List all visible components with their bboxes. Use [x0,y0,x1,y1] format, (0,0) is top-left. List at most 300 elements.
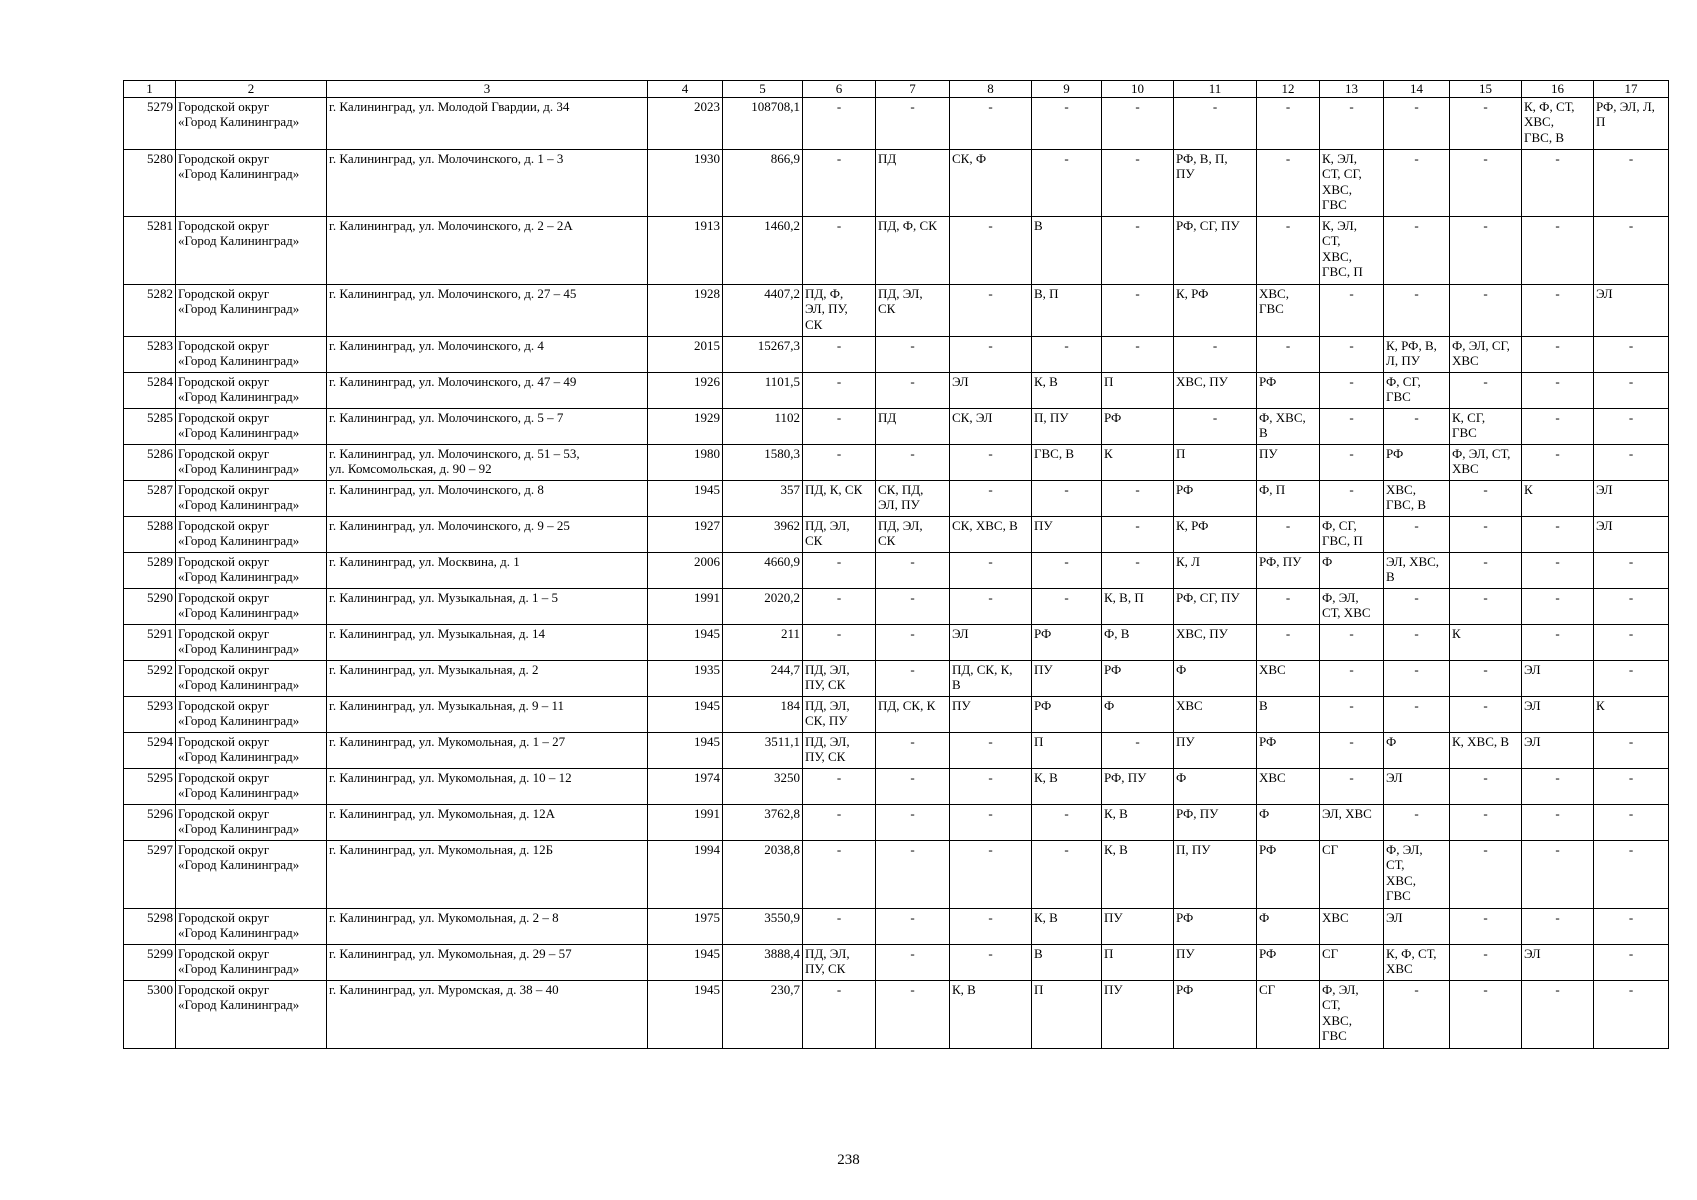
table-cell: - [1174,97,1257,149]
table-cell: г. Калининград, ул. Молочинского, д. 9 – 25 [327,516,648,552]
table-cell: К [1594,696,1669,732]
table-cell: - [1257,624,1320,660]
table-cell: - [1522,840,1594,908]
table-cell: - [950,732,1032,768]
table-cell: К, В [1032,372,1102,408]
table-cell: - [1320,336,1384,372]
table-cell: - [1320,408,1384,444]
column-header: 4 [648,81,723,98]
table-cell: 1928 [648,284,723,336]
table-cell: ХВС [1257,660,1320,696]
table-cell: - [1450,516,1522,552]
column-header: 17 [1594,81,1669,98]
table-cell: - [1384,660,1450,696]
table-cell: 4660,9 [723,552,803,588]
table-cell: - [1257,588,1320,624]
table-cell: Ф, В [1102,624,1174,660]
table-row [124,372,1669,408]
table-cell: К, РФ [1174,284,1257,336]
table-cell: 1930 [648,149,723,216]
table-cell: Городской округ «Город Калининград» [176,732,327,768]
table-cell: - [1320,768,1384,804]
table-row [124,804,1669,840]
table-cell: 5285 [124,408,176,444]
table-cell: 2023 [648,97,723,149]
column-header: 10 [1102,81,1174,98]
table-cell: - [1594,660,1669,696]
table-cell: 1974 [648,768,723,804]
table-cell: 5293 [124,696,176,732]
table-cell: г. Калининград, ул. Москвина, д. 1 [327,552,648,588]
table-cell: Городской округ «Город Калининград» [176,284,327,336]
table-cell: 244,7 [723,660,803,696]
table-cell: П [1102,372,1174,408]
table-cell: РФ, В, П, ПУ [1174,149,1257,216]
table-cell: - [1102,336,1174,372]
table-cell: - [1522,516,1594,552]
table-cell: - [876,660,950,696]
table-cell: - [1594,372,1669,408]
table-cell: РФ, СГ, ПУ [1174,216,1257,284]
table-cell: - [1384,624,1450,660]
table-cell: Городской округ «Город Калининград» [176,840,327,908]
table-cell: - [1522,372,1594,408]
table-cell: СГ [1257,980,1320,1048]
table-cell: К, ЭЛ, СТ, СГ, ХВС, ГВС [1320,149,1384,216]
table-cell: - [1522,216,1594,284]
table-cell: 3250 [723,768,803,804]
table-cell: РФ [1174,908,1257,944]
table-cell: - [1522,768,1594,804]
table-cell: - [1384,804,1450,840]
table-cell: - [1450,696,1522,732]
table-cell: - [1102,480,1174,516]
table-cell: 5298 [124,908,176,944]
table-cell: г. Калининград, ул. Музыкальная, д. 9 – 11 [327,696,648,732]
table-cell: - [1594,216,1669,284]
table-cell: - [950,804,1032,840]
table-cell: г. Калининград, ул. Молочинского, д. 8 [327,480,648,516]
table-cell: Ф, СГ, ГВС [1384,372,1450,408]
table-cell: Ф [1102,696,1174,732]
table-cell: Ф, ЭЛ, СТ, ХВС, ГВС [1384,840,1450,908]
table-cell: ЭЛ [1522,660,1594,696]
table-cell: - [1450,284,1522,336]
table-cell: ХВС [1174,696,1257,732]
table-cell: - [803,588,876,624]
table-row [124,732,1669,768]
table-cell: г. Калининград, ул. Молочинского, д. 47 – 49 [327,372,648,408]
table-cell: - [803,980,876,1048]
table-cell: П [1032,732,1102,768]
table-row [124,660,1669,696]
table-cell: - [950,552,1032,588]
table-cell: Городской округ «Город Калининград» [176,552,327,588]
table-cell: К, РФ, В, Л, ПУ [1384,336,1450,372]
table-cell: Ф [1257,908,1320,944]
table-cell: РФ [1257,732,1320,768]
table-cell: ПД, ЭЛ, ПУ, СК [803,944,876,980]
table-cell: ПД, ЭЛ, ПУ, СК [803,660,876,696]
table-cell: - [1032,588,1102,624]
table-cell: РФ, ПУ [1102,768,1174,804]
table-cell: К, В [1102,804,1174,840]
table-cell: 4407,2 [723,284,803,336]
table-cell: 3511,1 [723,732,803,768]
table-cell: - [1522,588,1594,624]
table-cell: ПД, ЭЛ, СК [876,516,950,552]
table-cell: 5280 [124,149,176,216]
table-cell: - [1032,149,1102,216]
table-cell: 108708,1 [723,97,803,149]
table-cell: 1975 [648,908,723,944]
table-cell: - [1384,696,1450,732]
table-cell: - [803,840,876,908]
table-cell: - [1450,216,1522,284]
table-cell: г. Калининград, ул. Мукомольная, д. 1 – 27 [327,732,648,768]
table-cell: К, ЭЛ, СТ, ХВС, ГВС, П [1320,216,1384,284]
table-cell: РФ, ЭЛ, Л, П [1594,97,1669,149]
table-cell: - [1594,336,1669,372]
table-cell: ЭЛ, ХВС, В [1384,552,1450,588]
table-cell: К [1102,444,1174,480]
table-cell: РФ, ПУ [1257,552,1320,588]
column-header: 5 [723,81,803,98]
column-header: 16 [1522,81,1594,98]
table-cell: - [1320,284,1384,336]
table-cell: - [1174,408,1257,444]
table-cell: ПУ [950,696,1032,732]
table-cell: 1935 [648,660,723,696]
table-cell: - [1594,149,1669,216]
column-number-row [124,81,1669,98]
table-cell: - [1522,444,1594,480]
table-cell: РФ [1102,408,1174,444]
table-cell: К, В [1102,840,1174,908]
table-cell: Ф, ХВС, В [1257,408,1320,444]
table-cell: - [1257,149,1320,216]
table-cell: - [1032,840,1102,908]
table-cell: - [1102,216,1174,284]
table-cell: 1945 [648,480,723,516]
table-cell: - [1102,149,1174,216]
table-cell: - [1522,149,1594,216]
table-row [124,516,1669,552]
table-cell: - [950,336,1032,372]
table-cell: ХВС, ПУ [1174,372,1257,408]
table-cell: 230,7 [723,980,803,1048]
table-cell: ЭЛ [1522,696,1594,732]
table-cell: - [1594,980,1669,1048]
table-cell: 1913 [648,216,723,284]
table-cell: 5279 [124,97,176,149]
table-cell: - [876,588,950,624]
column-header: 11 [1174,81,1257,98]
table-cell: 1980 [648,444,723,480]
table-cell: - [1522,552,1594,588]
table-cell: Городской округ «Город Калининград» [176,97,327,149]
table-cell: К, В [1032,908,1102,944]
table-cell: К, В [950,980,1032,1048]
table-cell: ЭЛ [1594,480,1669,516]
table-cell: - [1594,908,1669,944]
table-cell: - [950,480,1032,516]
table-cell: Ф, П [1257,480,1320,516]
table-cell: ПД, СК, К, В [950,660,1032,696]
table-cell: П, ПУ [1174,840,1257,908]
table-cell: 5297 [124,840,176,908]
table-cell: - [1450,804,1522,840]
column-header: 9 [1032,81,1102,98]
table-cell: РФ [1384,444,1450,480]
table-cell: - [876,552,950,588]
table-cell: СК, Ф [950,149,1032,216]
table-cell: СК, ПД, ЭЛ, ПУ [876,480,950,516]
table-cell: - [1522,908,1594,944]
column-header: 8 [950,81,1032,98]
table-cell: ХВС [1257,768,1320,804]
table-row [124,480,1669,516]
table-row [124,444,1669,480]
table-cell: - [1450,552,1522,588]
table-cell: - [1384,516,1450,552]
table-cell: г. Калининград, ул. Молодой Гвардии, д. 34 [327,97,648,149]
table-cell: СГ [1320,944,1384,980]
table-cell: - [1257,516,1320,552]
table-cell: - [1594,588,1669,624]
table-cell: - [1450,944,1522,980]
table-cell: 5289 [124,552,176,588]
table-cell: - [803,768,876,804]
table-cell: Городской округ «Город Калининград» [176,660,327,696]
table-cell: К, ХВС, В [1450,732,1522,768]
table-cell: 1945 [648,980,723,1048]
table-cell: 5291 [124,624,176,660]
table-cell: - [1450,97,1522,149]
table-cell: Ф, ЭЛ, СТ, ХВС, ГВС [1320,980,1384,1048]
table-cell: - [803,624,876,660]
table-cell: - [1320,372,1384,408]
table-cell: Городской округ «Город Калининград» [176,624,327,660]
table-cell: К, Ф, СТ, ХВС [1384,944,1450,980]
table-cell: 1994 [648,840,723,908]
table-cell: ПУ [1032,516,1102,552]
table-row [124,944,1669,980]
table-cell: - [1102,284,1174,336]
table-cell: ЭЛ, ХВС [1320,804,1384,840]
table-cell: 5282 [124,284,176,336]
table-cell: - [876,980,950,1048]
table-cell: - [876,908,950,944]
table-cell: г. Калининград, ул. Молочинского, д. 1 – 3 [327,149,648,216]
table-cell: РФ [1257,372,1320,408]
table-row [124,908,1669,944]
table-cell: Городской округ «Город Калининград» [176,768,327,804]
table-cell: - [803,149,876,216]
table-cell: Городской округ «Город Калининград» [176,516,327,552]
table-cell: 1991 [648,588,723,624]
table-cell: РФ, СГ, ПУ [1174,588,1257,624]
table-cell: ПУ [1102,980,1174,1048]
table-row [124,552,1669,588]
table-cell: ЭЛ [1594,284,1669,336]
table-cell: РФ [1032,624,1102,660]
table-cell: - [950,840,1032,908]
table-cell: 866,9 [723,149,803,216]
table-cell: - [876,944,950,980]
table-cell: ЭЛ [1522,944,1594,980]
table-cell: К, СГ, ГВС [1450,408,1522,444]
table-cell: В [1032,944,1102,980]
table-cell: - [1594,552,1669,588]
table-cell: - [1257,97,1320,149]
table-cell: - [1450,372,1522,408]
table-cell: В [1032,216,1102,284]
table-cell: г. Калининград, ул. Молочинского, д. 27 – 45 [327,284,648,336]
table-row [124,624,1669,660]
table-cell: - [1522,804,1594,840]
table-cell: - [1384,588,1450,624]
table-cell: 3550,9 [723,908,803,944]
table-cell: ХВС, ГВС, В [1384,480,1450,516]
column-header: 1 [124,81,176,98]
table-cell: 3888,4 [723,944,803,980]
table-cell: - [1522,624,1594,660]
table-cell: П [1032,980,1102,1048]
table-cell: ПД [876,149,950,216]
table-cell: - [803,552,876,588]
column-header: 2 [176,81,327,98]
table-cell: ПД, Ф, ЭЛ, ПУ, СК [803,284,876,336]
table-cell: Ф [1320,552,1384,588]
table-cell: СГ [1320,840,1384,908]
table-cell: - [803,804,876,840]
table-cell: 1945 [648,696,723,732]
table-cell: 3762,8 [723,804,803,840]
table-cell: ПД, ЭЛ, СК [876,284,950,336]
table-cell: ПД, СК, К [876,696,950,732]
table-cell: - [1594,768,1669,804]
table-cell: ЭЛ [1384,768,1450,804]
table-cell: - [803,908,876,944]
table-cell: - [1102,97,1174,149]
table-cell: - [1450,768,1522,804]
table-cell: РФ [1257,944,1320,980]
table-cell: К [1522,480,1594,516]
table-cell: - [1450,660,1522,696]
table-cell: Ф [1384,732,1450,768]
table-cell: - [950,216,1032,284]
table-row [124,336,1669,372]
table-row [124,588,1669,624]
table-cell: - [1384,97,1450,149]
table-cell: Ф, ЭЛ, СТ, ХВС [1320,588,1384,624]
table-cell: РФ [1174,480,1257,516]
table-row [124,216,1669,284]
table-cell: - [1320,97,1384,149]
table-cell: - [803,372,876,408]
column-header: 7 [876,81,950,98]
table-cell: - [1032,552,1102,588]
table-cell: К, В, П [1102,588,1174,624]
table-cell: 1102 [723,408,803,444]
table-cell: 1101,5 [723,372,803,408]
table-cell: Городской округ «Город Калининград» [176,216,327,284]
table-cell: - [1594,804,1669,840]
table-cell: Ф, СГ, ГВС, П [1320,516,1384,552]
table-row [124,284,1669,336]
table-cell: 1926 [648,372,723,408]
table-cell: - [1450,908,1522,944]
table-cell: 1929 [648,408,723,444]
table-cell: 5283 [124,336,176,372]
table-cell: - [1450,980,1522,1048]
table-cell: - [950,284,1032,336]
table-cell: - [1102,732,1174,768]
table-cell: К, Л [1174,552,1257,588]
table-cell: Ф [1257,804,1320,840]
table-row [124,768,1669,804]
table-cell: - [1032,480,1102,516]
table-cell: - [876,372,950,408]
table-cell: ПД, ЭЛ, ПУ, СК [803,732,876,768]
table-cell: ПУ [1032,660,1102,696]
table-cell: - [1522,336,1594,372]
table-cell: 5300 [124,980,176,1048]
table-row [124,149,1669,216]
table-cell: 5295 [124,768,176,804]
table-cell: ПД, К, СК [803,480,876,516]
table-cell: - [1594,408,1669,444]
table-cell: 1991 [648,804,723,840]
table-cell: 5287 [124,480,176,516]
table-cell: 2038,8 [723,840,803,908]
table-cell: - [1032,336,1102,372]
table-cell: 1927 [648,516,723,552]
table-cell: - [876,840,950,908]
table-row [124,408,1669,444]
table-cell: В, П [1032,284,1102,336]
table-row [124,696,1669,732]
table-cell: - [803,336,876,372]
table-cell: РФ [1032,696,1102,732]
table-cell: ПУ [1102,908,1174,944]
column-header: 6 [803,81,876,98]
table-cell: - [1522,408,1594,444]
table-cell: Ф [1174,768,1257,804]
table-cell: ПД [876,408,950,444]
table-cell: - [1594,944,1669,980]
table-cell: - [1450,588,1522,624]
table-row [124,97,1669,149]
table-cell: г. Калининград, ул. Музыкальная, д. 1 – 5 [327,588,648,624]
column-header: 3 [327,81,648,98]
table-cell: - [803,408,876,444]
table-cell: Городской округ «Город Калининград» [176,444,327,480]
table-cell: ХВС, ГВС [1257,284,1320,336]
table-row [124,980,1669,1048]
table-cell: г. Калининград, ул. Музыкальная, д. 2 [327,660,648,696]
table-cell: П [1102,944,1174,980]
table-cell: - [1032,804,1102,840]
table-cell: 357 [723,480,803,516]
table-cell: 1945 [648,732,723,768]
table-cell: В [1257,696,1320,732]
table-cell: г. Калининград, ул. Молочинского, д. 2 – 2А [327,216,648,284]
table-cell: 211 [723,624,803,660]
table-cell: - [1384,216,1450,284]
table-cell: К, В [1032,768,1102,804]
